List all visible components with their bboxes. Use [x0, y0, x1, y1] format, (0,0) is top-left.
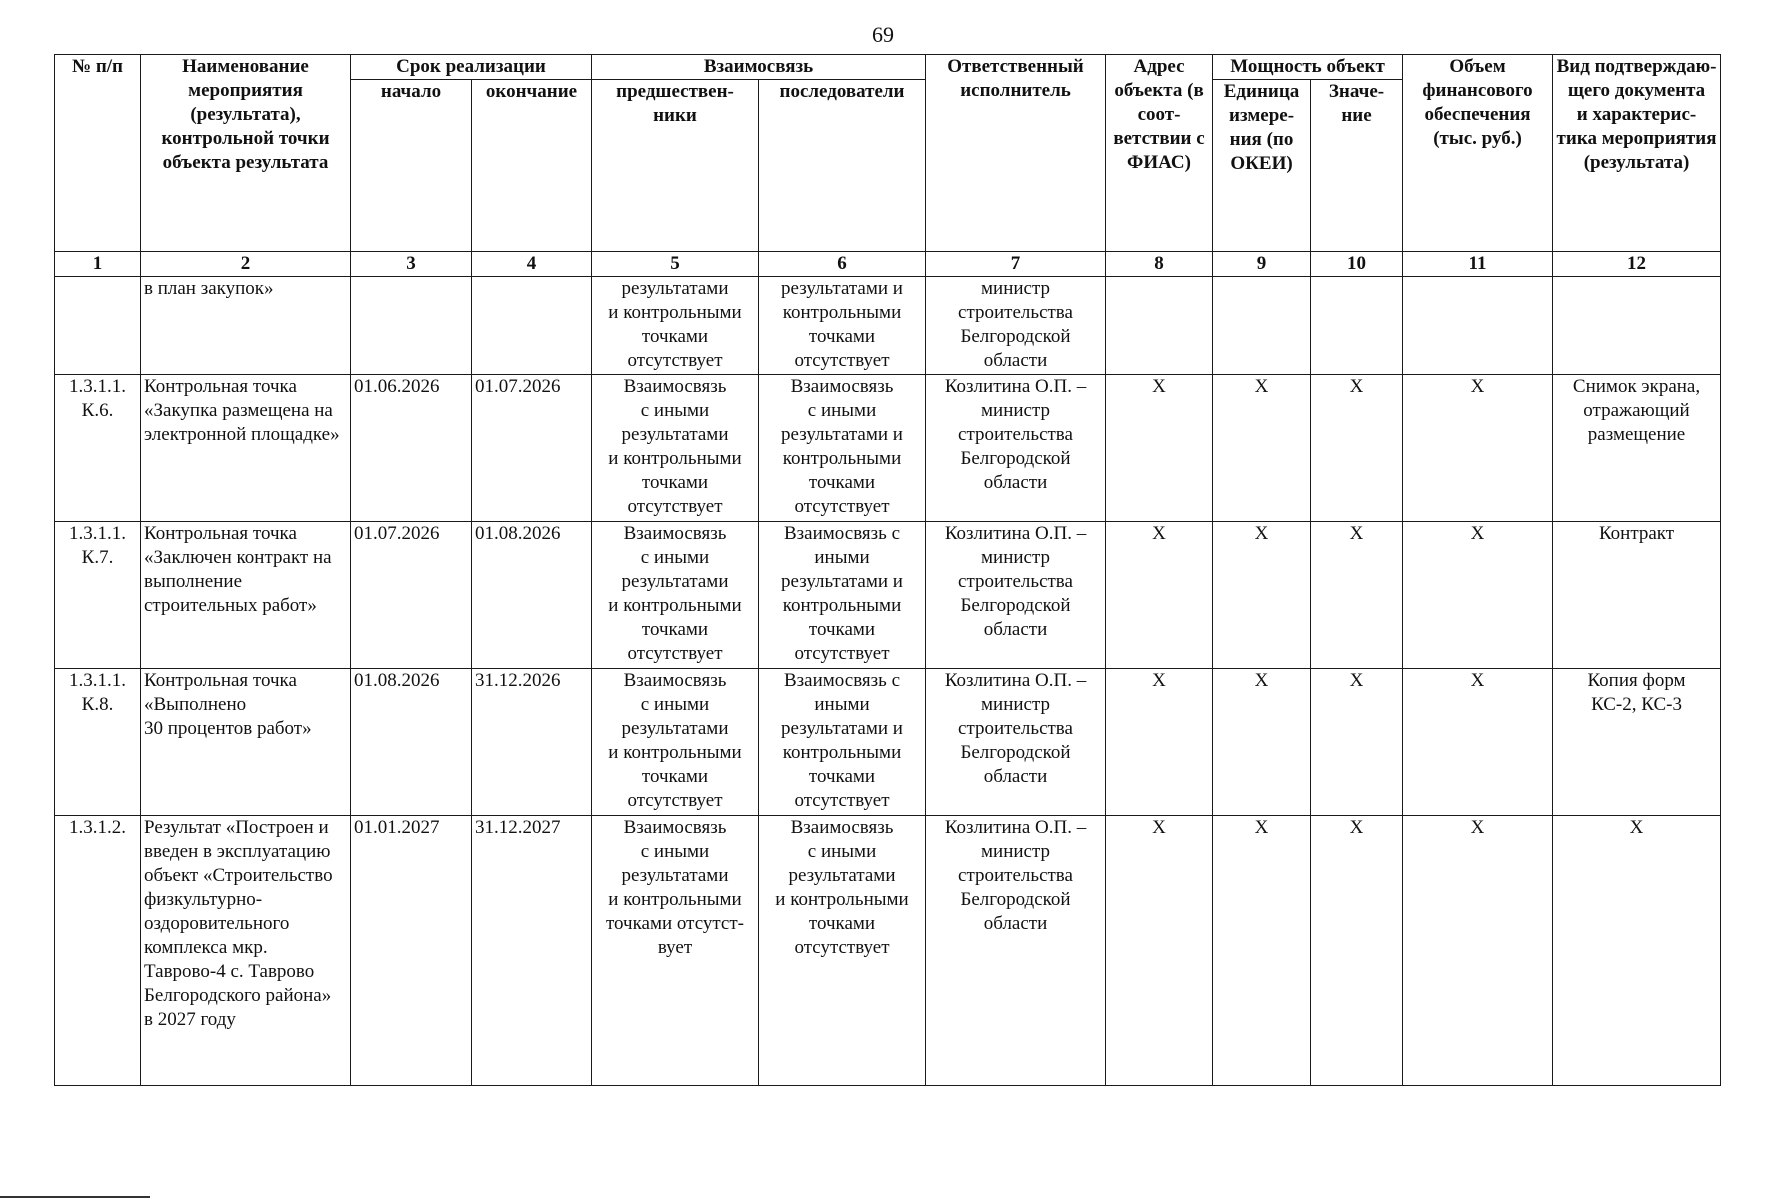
row-successors: Взаимосвязь с иными результатами и контрольными точками отсутствует: [759, 669, 926, 816]
column-number: 7: [926, 252, 1106, 277]
row-responsible: министр строительства Белгородской области: [926, 277, 1106, 375]
row-responsible: Козлитина О.П. – министр строительства Белгородской области: [926, 816, 1106, 1086]
row-start-date: 01.07.2026: [351, 522, 472, 669]
column-number-row: [55, 252, 1721, 277]
header-start: начало: [351, 80, 472, 252]
column-number: 8: [1106, 252, 1213, 277]
header-end: окончание: [472, 80, 592, 252]
row-value: Х: [1311, 522, 1403, 669]
row-end-date: 01.08.2026: [472, 522, 592, 669]
row-unit: [1213, 277, 1311, 375]
row-financing: Х: [1403, 816, 1553, 1086]
table-row: [55, 816, 1721, 1086]
header-document: Вид подтверждаю- щего документа и характерис- тика мероприятия (результата): [1553, 55, 1721, 252]
plan-table: [54, 54, 1721, 1086]
row-unit: Х: [1213, 375, 1311, 522]
row-document: Контракт: [1553, 522, 1721, 669]
row-unit: Х: [1213, 669, 1311, 816]
row-unit: Х: [1213, 816, 1311, 1086]
column-number: 1: [55, 252, 141, 277]
table-header: [55, 55, 1721, 277]
header-address: Адрес объекта (в соот- ветствии с ФИАС): [1106, 55, 1213, 252]
header-term-group: Срок реализации: [351, 55, 592, 80]
row-address: Х: [1106, 522, 1213, 669]
header-value: Значе- ние: [1311, 80, 1403, 252]
header-number: № п/п: [55, 55, 141, 252]
row-start-date: 01.01.2027: [351, 816, 472, 1086]
header-power-group: Мощность объект: [1213, 55, 1403, 80]
row-number: 1.3.1.1. К.7.: [55, 522, 141, 669]
row-predecessors: результатами и контрольными точками отсутствует: [592, 277, 759, 375]
row-successors: Взаимосвязь с иными результатами и контрольными точками отсутствует: [759, 816, 926, 1086]
column-number: 4: [472, 252, 592, 277]
row-start-date: 01.06.2026: [351, 375, 472, 522]
row-name: Контрольная точка «Выполнено 30 процентов работ»: [141, 669, 351, 816]
column-number: 9: [1213, 252, 1311, 277]
row-financing: Х: [1403, 375, 1553, 522]
row-number: [55, 277, 141, 375]
page-number: 69: [872, 22, 894, 47]
row-value: [1311, 277, 1403, 375]
row-financing: Х: [1403, 669, 1553, 816]
row-successors: результатами и контрольными точками отсутствует: [759, 277, 926, 375]
column-number: 2: [141, 252, 351, 277]
row-value: Х: [1311, 669, 1403, 816]
table-row: [55, 375, 1721, 522]
row-responsible: Козлитина О.П. – министр строительства Белгородской области: [926, 522, 1106, 669]
row-number: 1.3.1.1. К.6.: [55, 375, 141, 522]
table-row: [55, 522, 1721, 669]
row-predecessors: Взаимосвязь с иными результатами и контрольными точками отсутствует: [592, 375, 759, 522]
row-unit: Х: [1213, 522, 1311, 669]
row-responsible: Козлитина О.П. – министр строительства Белгородской области: [926, 669, 1106, 816]
table-row: [55, 669, 1721, 816]
row-value: Х: [1311, 816, 1403, 1086]
column-number: 11: [1403, 252, 1553, 277]
row-address: [1106, 277, 1213, 375]
row-number: 1.3.1.1. К.8.: [55, 669, 141, 816]
header-predecessors: предшествен- ники: [592, 80, 759, 252]
row-document: [1553, 277, 1721, 375]
row-name: Контрольная точка «Заключен контракт на выполнение строительных работ»: [141, 522, 351, 669]
row-start-date: 01.08.2026: [351, 669, 472, 816]
row-document: Х: [1553, 816, 1721, 1086]
row-predecessors: Взаимосвязь с иными результатами и контрольными точками отсутствует: [592, 669, 759, 816]
header-successors: последователи: [759, 80, 926, 252]
row-name: в план закупок»: [141, 277, 351, 375]
row-document: Снимок экрана, отражающий размещение: [1553, 375, 1721, 522]
column-number: 12: [1553, 252, 1721, 277]
row-predecessors: Взаимосвязь с иными результатами и контрольными точками отсутст- вует: [592, 816, 759, 1086]
row-successors: Взаимосвязь с иными результатами и контрольными точками отсутствует: [759, 522, 926, 669]
row-financing: [1403, 277, 1553, 375]
row-responsible: Козлитина О.П. – министр строительства Белгородской области: [926, 375, 1106, 522]
header-link-group: Взаимосвязь: [592, 55, 926, 80]
row-end-date: 31.12.2026: [472, 669, 592, 816]
header-responsible: Ответственный исполнитель: [926, 55, 1106, 252]
row-predecessors: Взаимосвязь с иными результатами и контрольными точками отсутствует: [592, 522, 759, 669]
row-name: Результат «Построен и введен в эксплуатацию объект «Строительство физкультурно-оздоровительного комплекса мкр. Таврово-4 с. Таврово Белгородского района» в 2027 году: [141, 816, 351, 1086]
header-financing: Объем финансового обеспечения (тыс. руб.): [1403, 55, 1553, 252]
column-number: 5: [592, 252, 759, 277]
row-successors: Взаимосвязь с иными результатами и контрольными точками отсутствует: [759, 375, 926, 522]
row-end-date: [472, 277, 592, 375]
row-start-date: [351, 277, 472, 375]
header-unit: Единица измере- ния (по ОКЕИ): [1213, 80, 1311, 252]
table-row: [55, 277, 1721, 375]
row-value: Х: [1311, 375, 1403, 522]
row-name: Контрольная точка «Закупка размещена на электронной площадке»: [141, 375, 351, 522]
row-end-date: 01.07.2026: [472, 375, 592, 522]
row-address: Х: [1106, 669, 1213, 816]
column-number: 10: [1311, 252, 1403, 277]
row-address: Х: [1106, 375, 1213, 522]
row-financing: Х: [1403, 522, 1553, 669]
row-document: Копия форм КС-2, КС-3: [1553, 669, 1721, 816]
scan-edge-line: [0, 1196, 150, 1198]
column-number: 6: [759, 252, 926, 277]
row-end-date: 31.12.2027: [472, 816, 592, 1086]
row-address: Х: [1106, 816, 1213, 1086]
header-name: Наименование мероприятия (результата), контрольной точки объекта результата: [141, 55, 351, 252]
column-number: 3: [351, 252, 472, 277]
row-number: 1.3.1.2.: [55, 816, 141, 1086]
